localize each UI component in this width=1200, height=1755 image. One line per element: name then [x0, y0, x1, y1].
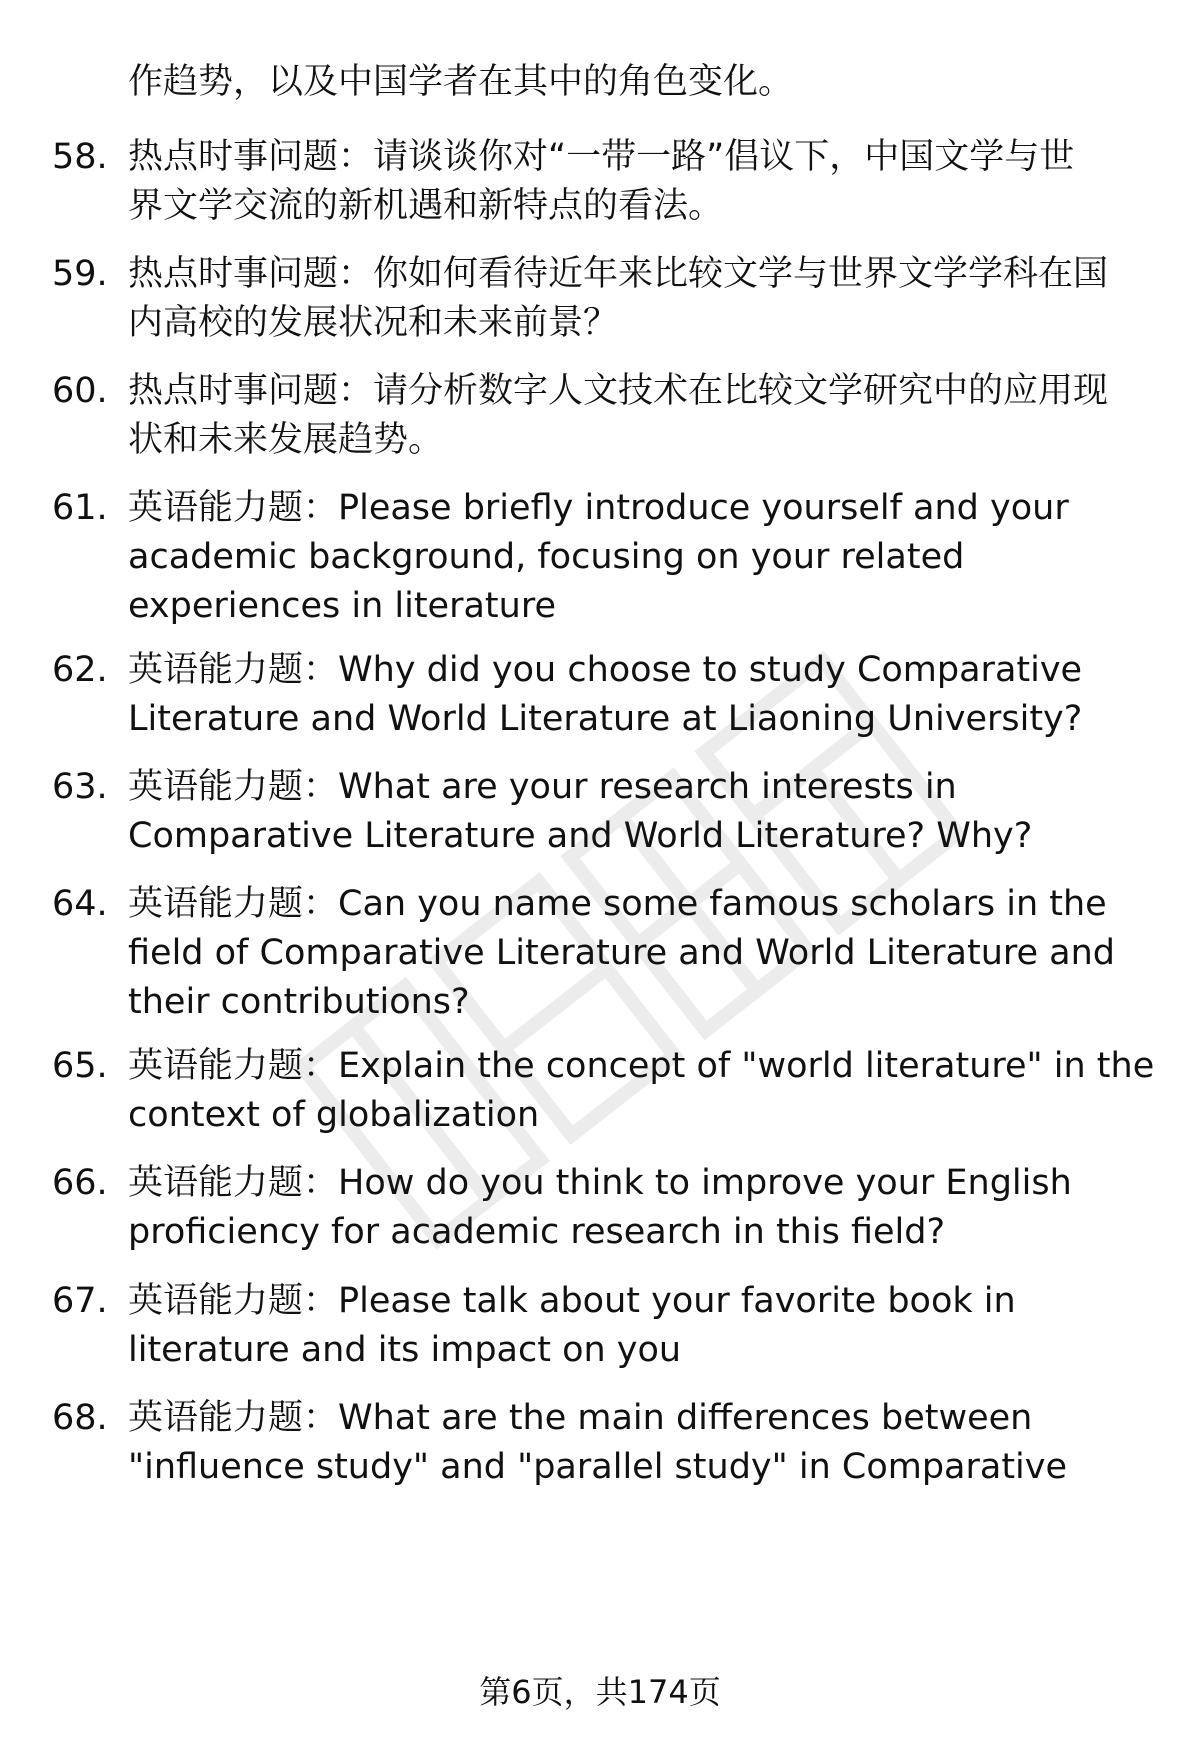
question-number: 67. — [52, 1281, 108, 1321]
question-text-line: Literature and World Literature at Liaoning University? — [128, 699, 1083, 739]
question-text-line: Comparative Literature and World Literature? Why? — [128, 816, 1033, 856]
question-text-line: 英语能力题：How do you think to improve your English — [128, 1163, 1072, 1203]
question-text-line: 状和未来发展趋势。 — [128, 420, 444, 460]
question-text-line: context of globalization — [128, 1095, 540, 1135]
question-text-line: 英语能力题：What are your research interests in — [128, 767, 957, 807]
question-text — [128, 1042, 1168, 1140]
question-text — [128, 1159, 1168, 1257]
question-text-line: their contributions? — [128, 982, 470, 1022]
question-text — [128, 646, 1168, 744]
question-text-line: 热点时事问题：请谈谈你对“一带一路”倡议下，中国文学与世 — [128, 137, 1075, 177]
question-number: 62. — [52, 650, 108, 690]
question-text — [128, 1394, 1168, 1492]
question-text-line: 英语能力题：Explain the concept of "world literature" in the — [128, 1046, 1155, 1086]
question-text — [128, 1277, 1168, 1375]
question-number: 65. — [52, 1046, 108, 1086]
question-text-line: 热点时事问题：你如何看待近年来比较文学与世界文学学科在国 — [128, 254, 1109, 294]
question-text-line: field of Comparative Literature and World Literature and — [128, 933, 1116, 973]
question-number: 61. — [52, 488, 108, 528]
question-text — [128, 250, 1168, 348]
question-text — [128, 133, 1168, 231]
question-number: 63. — [52, 767, 108, 807]
question-text-line: 英语能力题：Why did you choose to study Comparative — [128, 650, 1083, 690]
question-text-line: "influence study" and "parallel study" in Comparative — [128, 1447, 1068, 1487]
question-text — [128, 484, 1168, 631]
question-number: 60. — [52, 371, 108, 411]
question-text-line: academic background, focusing on your related — [128, 537, 965, 577]
question-text-line: literature and its impact on you — [128, 1330, 682, 1370]
question-text — [128, 880, 1168, 1027]
question-number: 68. — [52, 1398, 108, 1438]
page-footer: 第6页，共174页 — [479, 1673, 721, 1711]
question-text-line: 英语能力题：What are the main differences between — [128, 1398, 1033, 1438]
question-text-line: experiences in literature — [128, 586, 556, 626]
question-text-line: 界文学交流的新机遇和新特点的看法。 — [128, 186, 724, 226]
question-text-line: 英语能力题：Please talk about your favorite book in — [128, 1281, 1016, 1321]
question-text-line: proficiency for academic research in this field? — [128, 1212, 946, 1252]
question-text-line: 英语能力题：Please briefly introduce yourself and your — [128, 488, 1069, 528]
question-text — [128, 763, 1168, 861]
question-number: 64. — [52, 884, 108, 924]
question-text-line: 内高校的发展状况和未来前景？ — [128, 303, 619, 343]
question-number: 58. — [52, 137, 108, 177]
question-text-line: 热点时事问题：请分析数字人文技术在比较文学研究中的应用现 — [128, 371, 1109, 411]
question-number: 59. — [52, 254, 108, 294]
question-text-line: 英语能力题：Can you name some famous scholars in the — [128, 884, 1107, 924]
question-number: 66. — [52, 1163, 108, 1203]
question-text — [128, 367, 1168, 465]
continuation-line: 作趋势，以及中国学者在其中的角色变化。 — [128, 62, 794, 102]
